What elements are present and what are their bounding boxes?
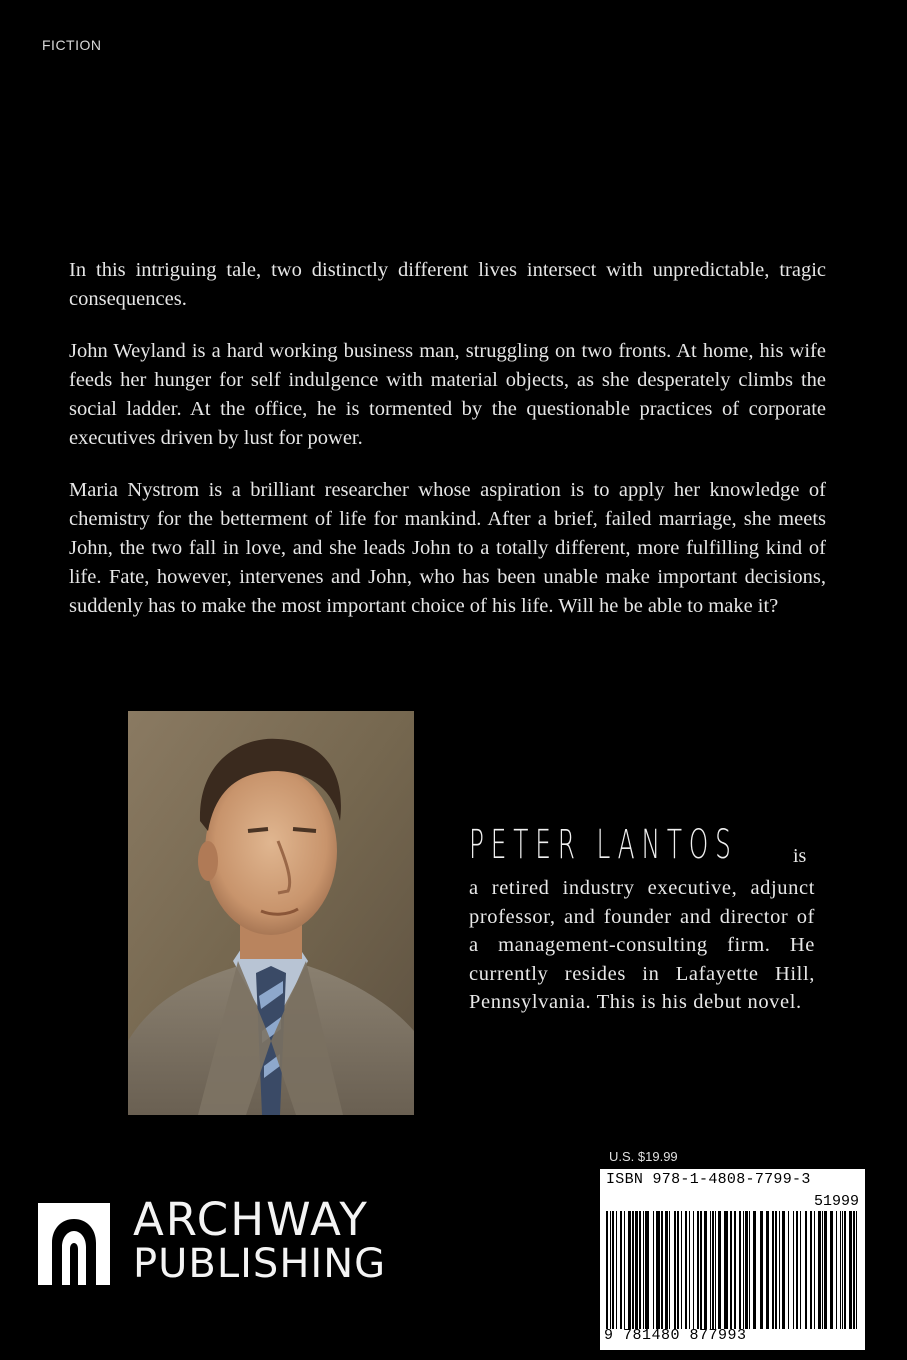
author-name-suffix: is (793, 845, 807, 867)
author-block (469, 822, 815, 1017)
genre-label: FICTION (42, 37, 102, 53)
archway-logo-icon (38, 1203, 110, 1285)
author-name: PETER LANTOS (469, 822, 738, 868)
isbn-number: ISBN 978-1-4808-7799-3 (606, 1171, 811, 1188)
barcode (600, 1169, 865, 1350)
blurb-paragraph: In this intriguing tale, two distinctly different lives intersect with unpredictable, tragic consequences. (69, 259, 826, 310)
price-label: U.S. $19.99 (609, 1149, 678, 1164)
blurb-paragraph: John Weyland is a hard working business man, struggling on two fronts. At home, his wife feeds her hunger for self indulgence with material objects, as she desperately climbs the social ladder. At the office, he is tormented by the questionable practices of corporate executives driven by lust for power. (69, 340, 826, 449)
barcode-bars (606, 1211, 858, 1329)
ean-digits: 9 781480 877993 (604, 1327, 747, 1344)
author-photo (128, 711, 414, 1115)
publisher-name-line1: ARCHWAY (133, 1193, 369, 1246)
publisher-name (133, 1193, 387, 1287)
publisher-name-line2: PUBLISHING (133, 1241, 387, 1287)
price-code: 51999 (813, 1193, 859, 1210)
author-bio: a retired industry executive, adjunct professor, and founder and director of a management-consulting firm. He currently resides in Lafayette Hill, Pennsylvania. This is his debut novel. (469, 877, 815, 1013)
book-blurb (69, 256, 826, 644)
blurb-paragraph: Maria Nystrom is a brilliant researcher whose aspiration is to apply her knowledge of chemistry for the betterment of life for mankind. After a brief, failed marriage, she meets John, the two fall in love, and she leads John to a totally different, more fulfilling kind of life. Fate, however, intervenes and John, who has been unable make important decisions, suddenly has to make the most important choice of his life. Will he be able to make it? (69, 479, 826, 617)
